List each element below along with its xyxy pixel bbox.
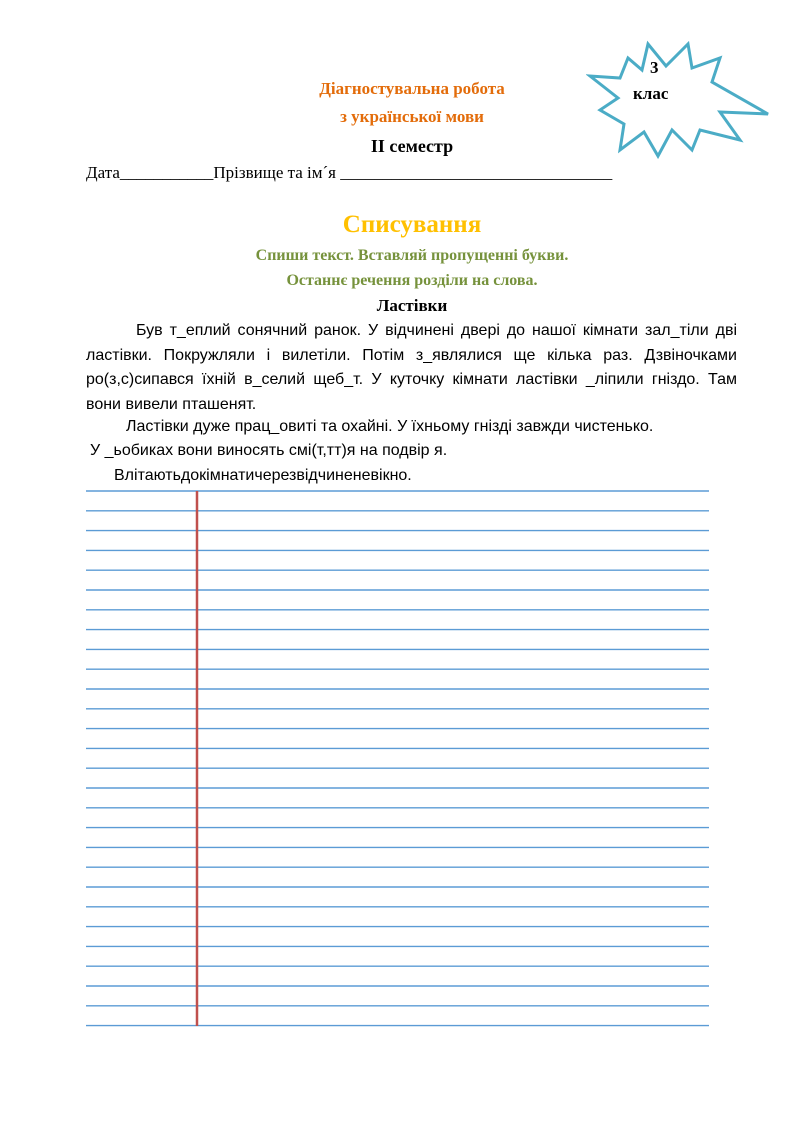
section-title: Списування: [342, 211, 482, 238]
worksheet-title-line2: з української мови: [340, 107, 484, 126]
text-paragraph-1: Був т_еплий сонячний ранок. У відчинені двері до нашої кімнати зал_тіли дві ластівки. Покружляли і вилетіли. Потім з_являлися ще кілька раз. Дзвіночками ро(з,с)сипався їхній в_селий щеб_т. У куточку кімнати ластівки _ліпили гніздо. Там вони вивели пташенят.: [86, 322, 737, 413]
instruction-line1: Спиши текст. Вставляй пропущенні букви.: [255, 247, 569, 264]
text-paragraph-3: У _ьобиках вони виносять смі(т,тт)я на подвір я.: [90, 442, 448, 459]
worksheet-title-line1: Діагностувальна робота: [319, 79, 505, 98]
grade-label: клас: [633, 84, 669, 103]
text-paragraph-2: Ластівки дуже прац_овиті та охайні. У їхньому гнізді завжди чистенько.: [126, 418, 654, 435]
grade-number: 3: [650, 58, 659, 77]
date-name-field[interactable]: Дата___________Прізвище та ім´я ________________________________: [86, 163, 613, 182]
text-paragraph-4: Влітаютьдокімнатичерезвідчиненевікно.: [114, 467, 412, 484]
text-title: Ластівки: [376, 296, 448, 315]
instruction-line2: Останнє речення розділи на слова.: [286, 272, 538, 289]
semester-label: ІІ семестр: [370, 136, 454, 156]
